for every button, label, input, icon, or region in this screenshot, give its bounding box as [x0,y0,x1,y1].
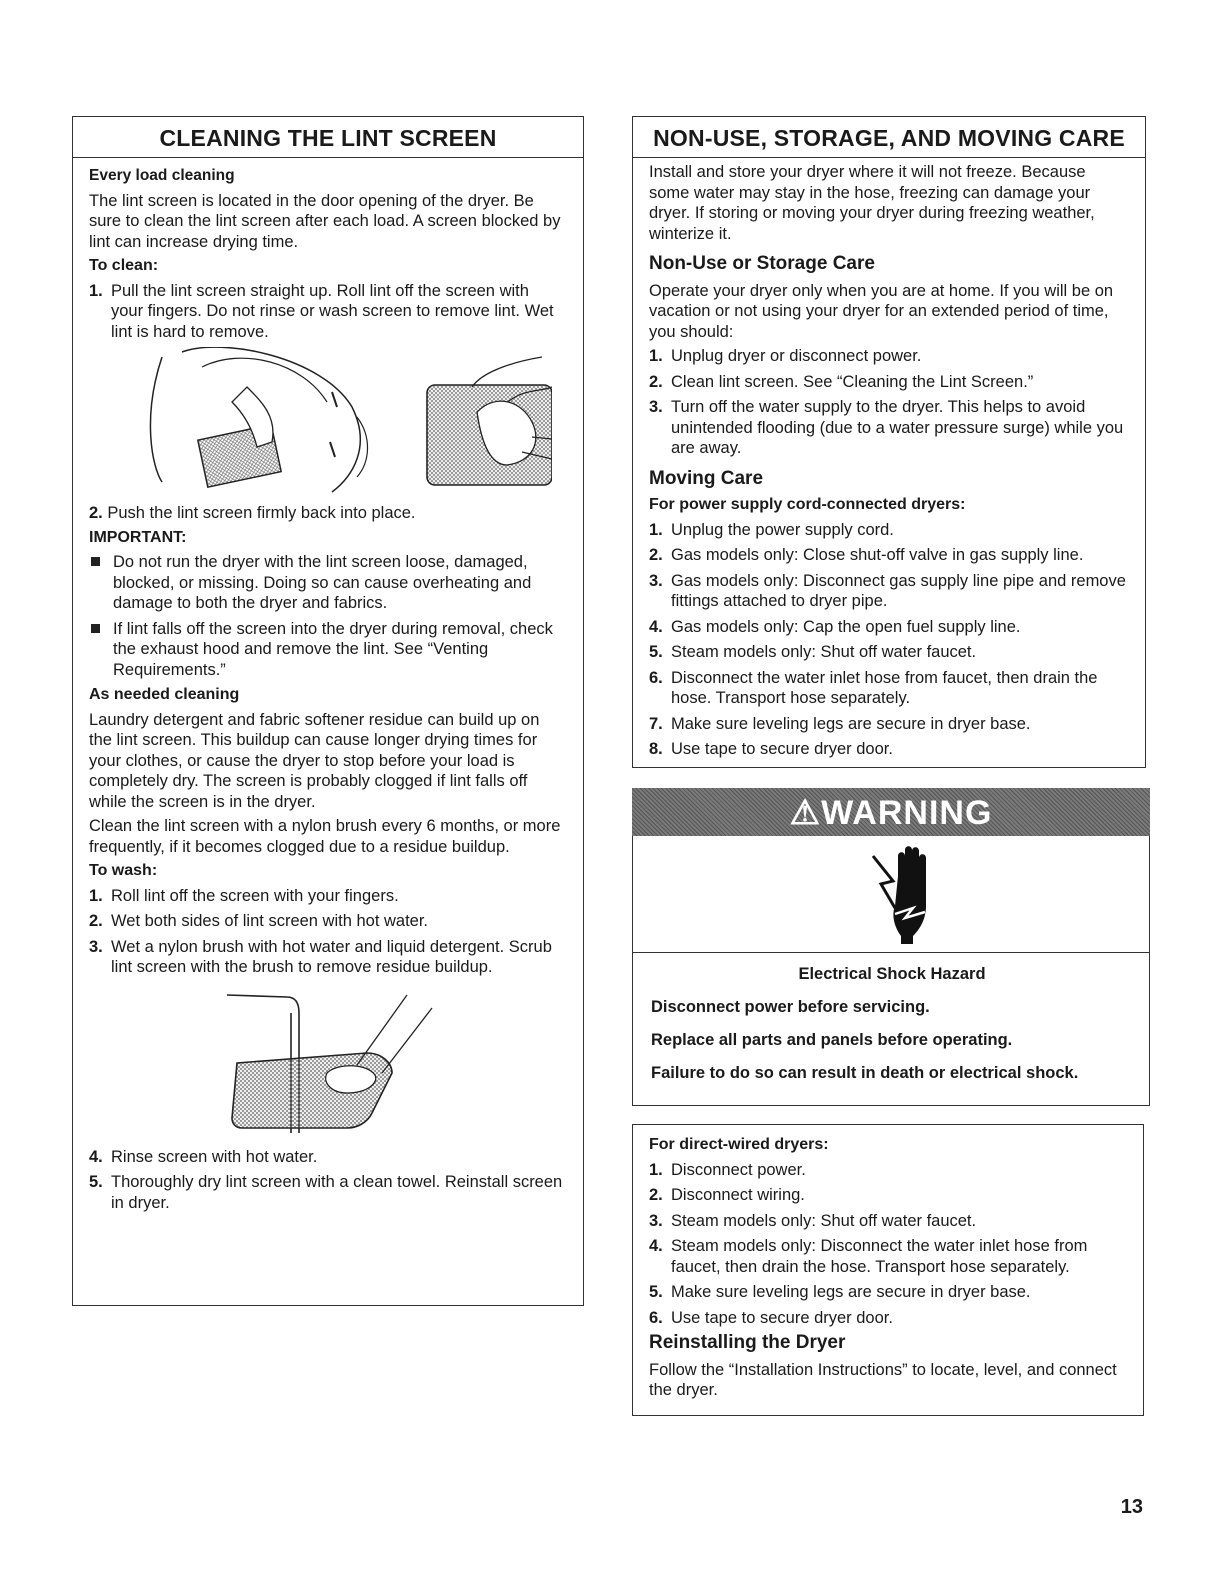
nonuse-heading: Non-Use or Storage Care [649,253,875,274]
list-item: 2. Disconnect wiring. [649,1186,805,1204]
moving-heading: Moving Care [649,467,764,489]
list-item: 6. Disconnect the water inlet hose from faucet, then drain the hose. Transport hose separately. [649,668,1098,707]
list-item: 5. Thoroughly dry lint screen with a clean towel. Reinstall screen in dryer. [89,1173,563,1212]
list-item: 4. Rinse screen with hot water. [89,1147,318,1166]
list-item: If lint falls off the screen into the dryer during removal, check the exhaust hood and remove the lint. See “Venting Requirements.” [89,619,565,681]
list-item: 8. Use tape to secure dryer door. [649,740,893,758]
cord-heading: For power supply cord-connected dryers: [649,496,966,513]
list-item: 3. Steam models only: Shut off water faucet. [649,1211,977,1230]
warning-title: WARNING [821,794,993,832]
lint-screen-removal-figure [102,347,552,497]
as-needed-paragraph: Laundry detergent and fabric softener residue can build up on the lint screen. This buildup can cause longer drying times for your clothes, or cause the dryer to stop before your load is completely dry. The screen is probably clogged if lint falls off while the screen is in the dryer. [89,710,540,811]
step2: 2. Push the lint screen firmly back into place. [89,504,416,522]
hazard-label: Electrical Shock Hazard [798,965,986,983]
list-item: Do not run the dryer with the lint screen loose, damaged, blocked, or missing. Doing so can cause overheating and damage to both the dryer and fabrics. [89,552,565,614]
list-item: 1. Disconnect power. [649,1160,806,1179]
warning-box [632,788,1150,1106]
warning-header [632,788,1150,836]
right-column [632,116,1146,1416]
warning-line: Failure to do so can result in death or electrical shock. [651,1064,1079,1082]
list-item: 2. Wet both sides of lint screen with hot water. [89,912,429,930]
to-clean-heading: To clean: [89,257,159,274]
list-item: 5. Steam models only: Shut off water faucet. [649,643,977,661]
list-item: 7. Make sure leveling legs are secure in dryer base. [649,714,1031,733]
direct-heading: For direct-wired dryers: [649,1136,829,1153]
section-title: CLEANING THE LINT SCREEN [159,125,497,151]
lint-screen-washing-figure [207,983,447,1143]
lint-screen-title [73,117,583,158]
list-item: 4. Steam models only: Disconnect the water inlet hose from faucet, then drain the hose. Transport hose separately. [649,1237,1088,1276]
list-item: 1. Roll lint off the screen with your fingers. [89,886,399,905]
nonuse-intro: Operate your dryer only when you are at home. If you will be on vacation or not using your dryer for an extended period of time, you should: [649,281,1114,341]
warning-triangle-icon: ⚠ [789,794,822,832]
warning-line: Replace all parts and panels before operating. [651,1031,1013,1049]
reinstall-heading: Reinstalling the Dryer [649,1332,846,1353]
list-item: 4. Gas models only: Cap the open fuel supply line. [649,617,1021,636]
warning-line: Disconnect power before servicing. [651,998,930,1016]
as-needed-heading: As needed cleaning [89,686,240,703]
list-item: 1. Unplug the power supply cord. [649,520,894,539]
list-item: 3. Gas models only: Disconnect gas supply line pipe and remove fittings attached to dryer pipe. [649,571,1126,610]
storage-intro: Install and store your dryer where it will not freeze. Because some water may stay in the hose, freezing can damage your dryer. If storing or moving your dryer during freezing weather, winterize it. [649,163,1095,243]
as-needed-paragraph-2: Clean the lint screen with a nylon brush every 6 months, or more frequently, if it becomes clogged due to a residue buildup. [89,817,561,856]
electric-shock-hand-icon [633,836,1151,952]
warning-text [632,953,1150,1106]
list-item: 6. Use tape to secure dryer door. [649,1308,893,1327]
direct-wired-section [632,1124,1144,1416]
list-item: 3. Wet a nylon brush with hot water and liquid detergent. Scrub lint screen with the brush to remove residue buildup. [89,937,552,976]
reinstall-text: Follow the “Installation Instructions” to locate, level, and connect the dryer. [649,1360,1117,1399]
to-wash-heading: To wash: [89,862,158,879]
storage-title [633,117,1145,158]
list-item: 1. Pull the lint screen straight up. Roll lint off the screen with your fingers. Do not rinse or wash screen to remove lint. Wet lint is hard to remove. [89,281,554,341]
list-item: 1. Unplug dryer or disconnect power. [649,347,922,365]
lint-intro: The lint screen is located in the door opening of the dryer. Be sure to clean the lint screen after each load. A screen blocked by lint can increase drying time. [89,191,561,251]
list-item: 5. Make sure leveling legs are secure in dryer base. [649,1283,1031,1301]
important-heading: IMPORTANT: [89,528,187,546]
page-number: 13 [1120,1496,1143,1518]
list-item: 3. Turn off the water supply to the dryer. This helps to avoid unintended flooding (due to a water pressure surge) while you are away. [649,398,1124,457]
list-item: 2. Clean lint screen. See “Cleaning the Lint Screen.” [649,372,1034,391]
lint-screen-section [72,116,584,1306]
warning-icon-area [632,836,1150,953]
list-item: 2. Gas models only: Close shut-off valve in gas supply line. [649,546,1084,564]
storage-section [632,116,1146,768]
every-load-heading: Every load cleaning [89,167,235,184]
section-title: NON-USE, STORAGE, AND MOVING CARE [653,125,1125,151]
